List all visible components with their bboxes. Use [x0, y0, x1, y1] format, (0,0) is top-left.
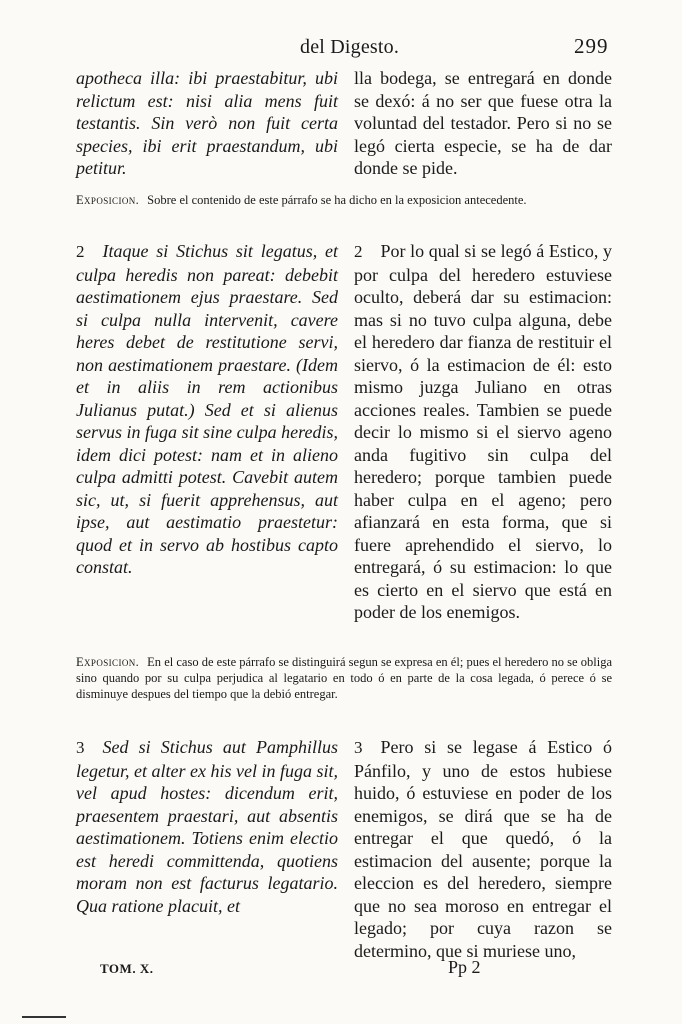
- section-1-spanish-text: lla bodega, se entregará en donde se dexó: á no ser que fuese otra la voluntad del testador. Pero si no se legó cierta especie, se ha de dar donde se pide.: [354, 68, 612, 178]
- exposition-1-label: Exposicion.: [76, 193, 140, 207]
- section-2-spanish-text: Por lo qual si se legó á Estico, y por culpa del heredero estuviese oculto, deberá dar su estimacion: mas si no tuvo culpa alguna, debe el heredero dar fianza de restituir el siervo, ó la estimacion de él: esto mismo juzga Juliano en otras acciones reales. Tambien se puede decir lo mismo si el siervo ageno anda fugitivo sin culpa del heredero; porque tambien puede haber culpa en el ageno; pero afianzará en esta forma, que si fuere aprehendido el siervo, lo entregará, ó su estimacion: lo que es cierto en el siervo que está en poder de los enemigos.: [354, 241, 612, 622]
- exposition-1: [76, 192, 612, 208]
- section-3-latin-text: Sed si Stichus aut Pamphillus legetur, et alter ex his vel in fuga sit, vel apud hostes: dicendum erit, praesentem praestari, aut absentis aestimationem. Totiens enim electio est heredi committenda, quotiens moram non est facturus legatario. Qua ratione placuit, et: [76, 737, 338, 916]
- section-2-spanish-column: [354, 240, 612, 624]
- page-number: 299: [574, 34, 609, 58]
- section-2-number: 2: [76, 242, 85, 261]
- volume-mark: TOM. X.: [100, 961, 154, 976]
- section-2-latin-column: [76, 240, 338, 579]
- running-title: del Digesto.: [300, 36, 400, 58]
- section-1-latin-text: apotheca illa: ibi praestabitur, ubi relictum est: nisi alia mens fuit testantis. Sin verò non fuit certa species, ibi erit praestandum, ubi petitur.: [76, 68, 338, 178]
- exposition-2: [76, 654, 612, 702]
- signature-mark: Pp 2: [448, 957, 481, 977]
- section-3-spanish-text: Pero si se legase á Estico ó Pánfilo, y uno de estos hubiese huido, ó estuviese en poder de los enemigos, se dirá que se ha de entregar el que quedó, ó la estimacion del ausente; porque la eleccion es del heredero, siempre que no sea moroso en entregar el legado; por cuya razon se determino, que si muriese uno,: [354, 737, 612, 961]
- exposition-2-label: Exposicion.: [76, 655, 140, 669]
- section-2-number-translation: 2: [354, 242, 363, 261]
- section-3-number: 3: [76, 738, 85, 757]
- section-3-latin-column: [76, 736, 338, 917]
- section-1-latin-column: [76, 67, 338, 180]
- exposition-1-text: Sobre el contenido de este párrafo se ha dicho en la exposicion antecedente.: [147, 193, 527, 207]
- section-3-spanish-column: [354, 736, 612, 962]
- exposition-2-text: En el caso de este párrafo se distinguirá segun se expresa en él; pues el heredero no se obliga sino quando por su culpa perjudica al legatario en todo ó en parte de la cosa legada, ó perece ó se disminuye despues del tiempo que la debió entregar.: [76, 655, 612, 701]
- bottom-rule: [22, 1016, 66, 1018]
- section-1-spanish-column: [354, 67, 612, 180]
- section-2-latin-text: Itaque si Stichus sit legatus, et culpa heredis non pareat: debebit aestimationem ejus praestare. Sed si culpa nulla intervenit, cavere heres debet de restitutione servi, non aestimationem praestare. (Idem et in aliis in rem actionibus Julianus putat.) Sed et si alienus servus in fuga sit sine culpa heredis, idem dici potest: nam et in alieno culpa admitti potest. Cavebit autem sic, ut, si fuerit apprehensus, aut ipse, aut aestimatio praestetur: quod et in servo ab hostibus capto constat.: [76, 241, 338, 577]
- section-3-number-translation: 3: [354, 738, 363, 757]
